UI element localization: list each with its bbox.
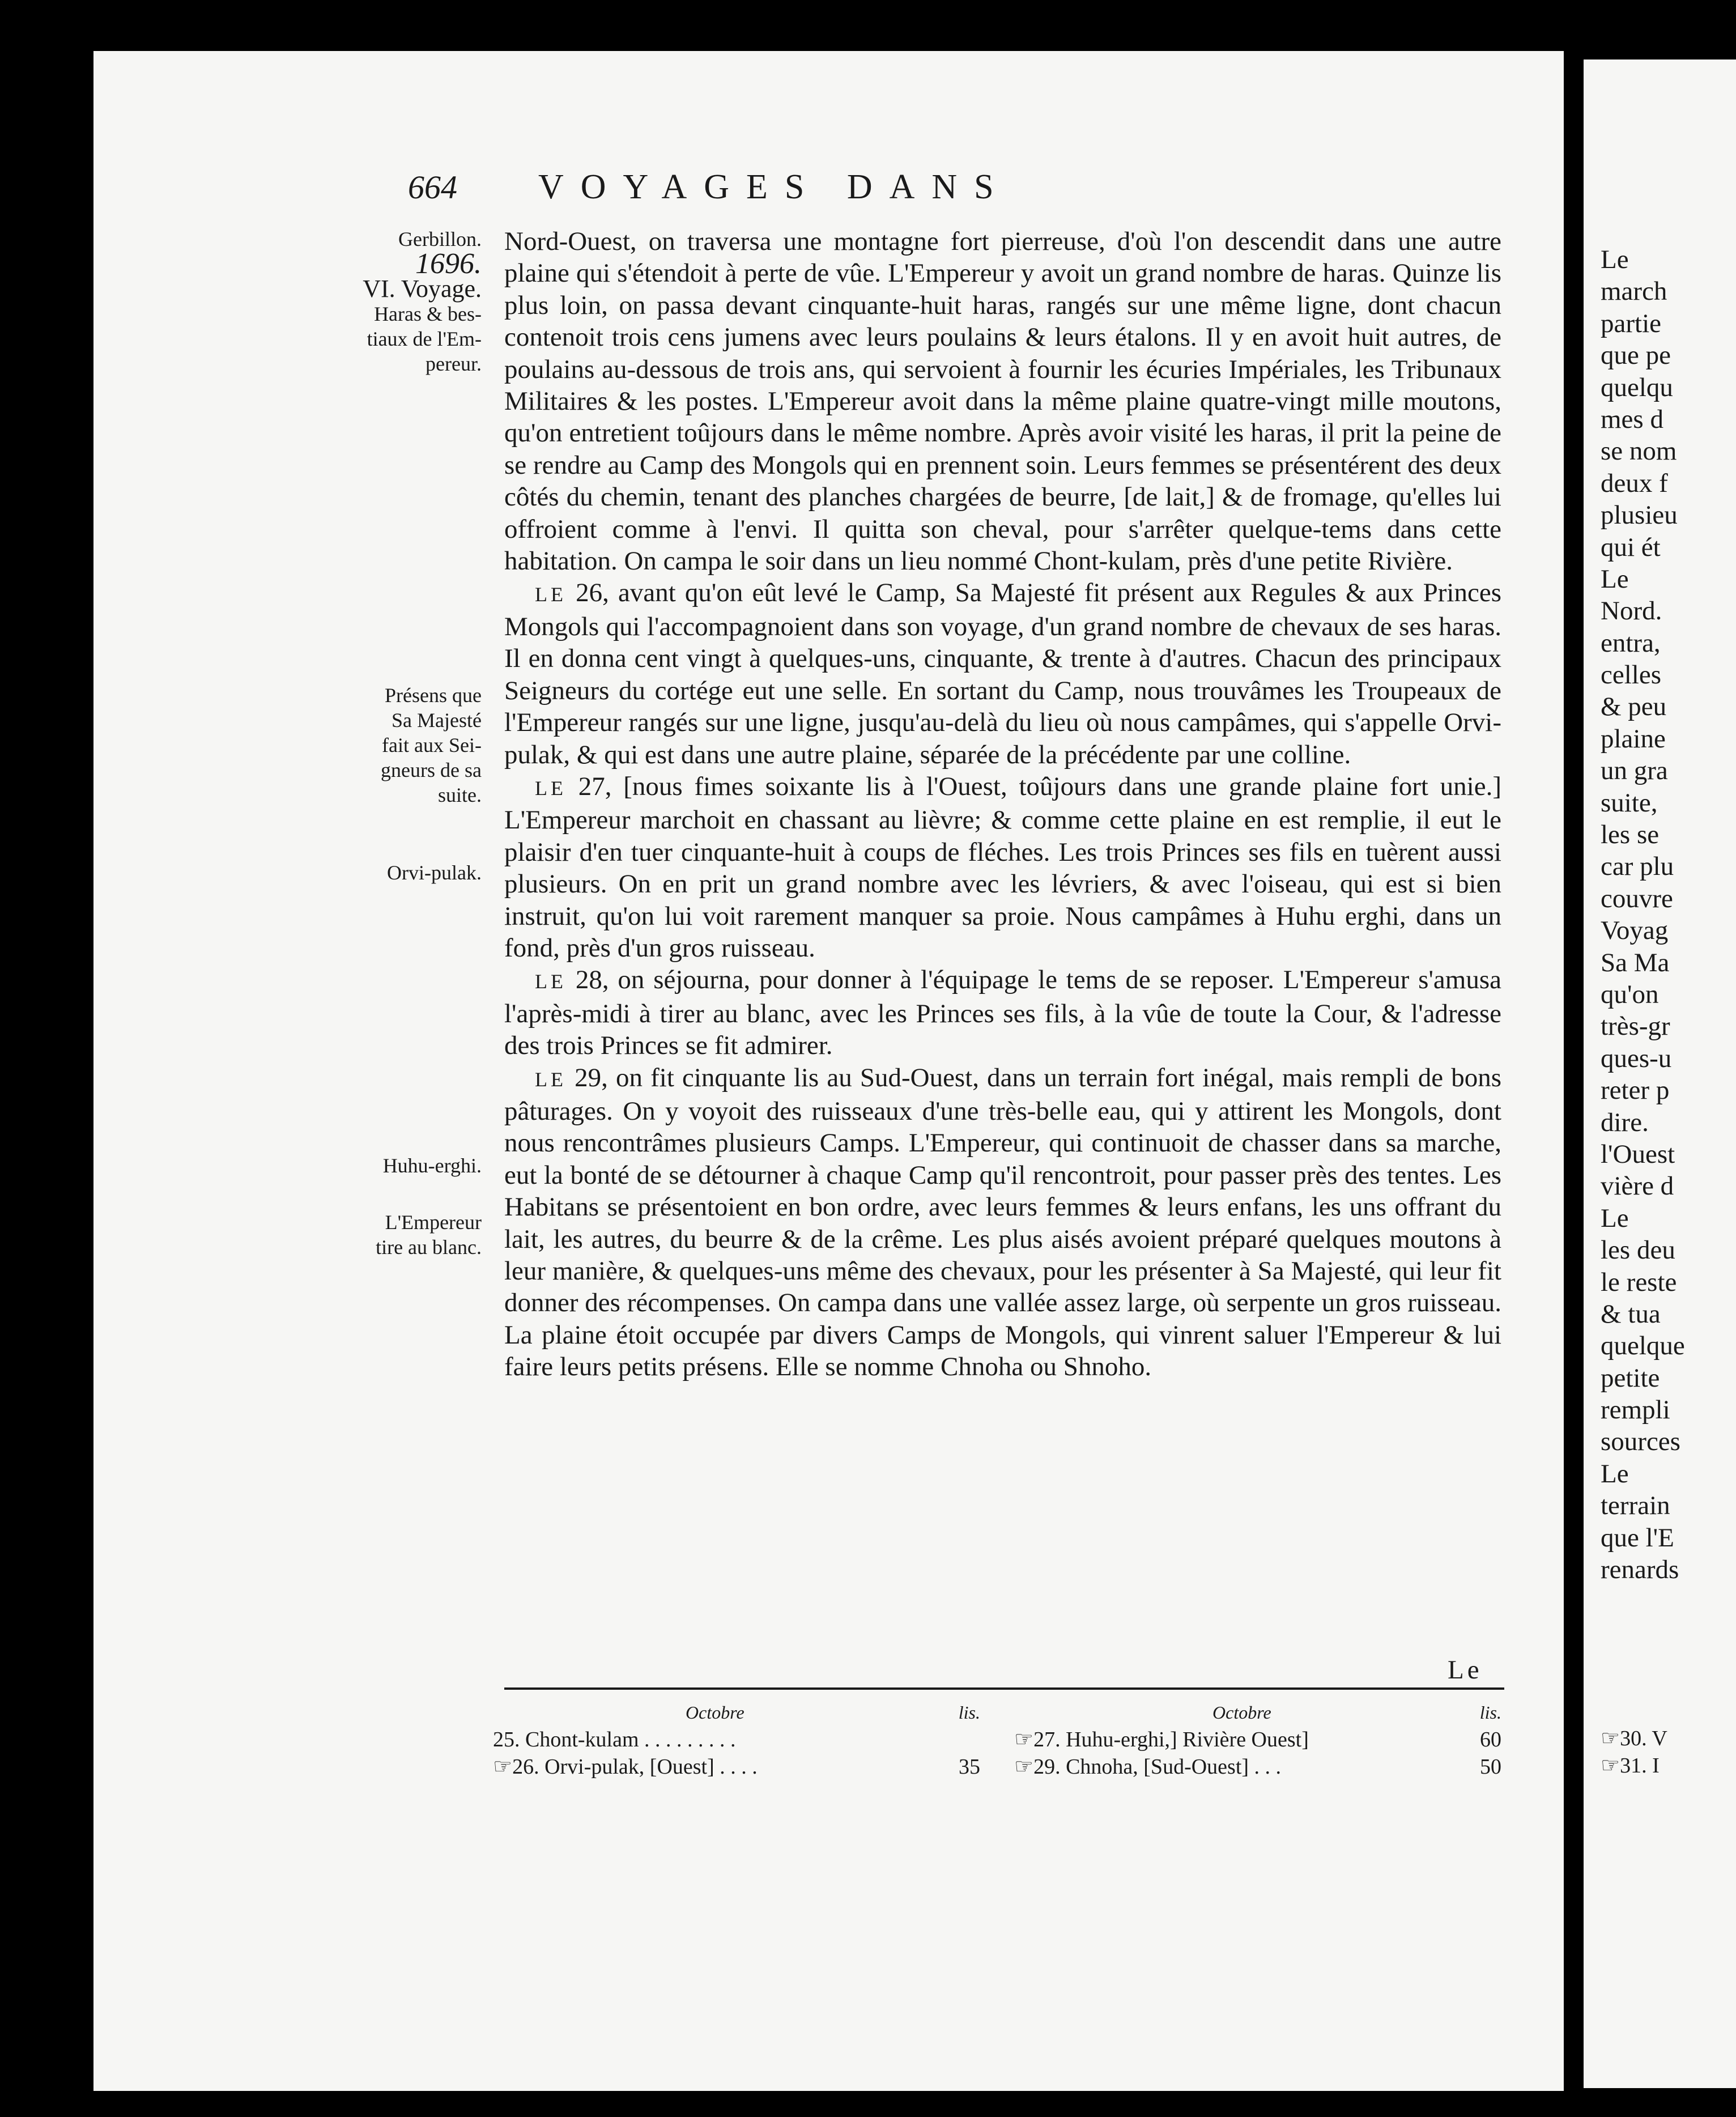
- catchword: Le: [1448, 1655, 1483, 1685]
- margin-note-line: 1696.: [415, 248, 482, 280]
- facing-page-line: dire.: [1601, 1107, 1649, 1137]
- itinerary-left: [493, 1699, 980, 1780]
- facing-page-line: un gra: [1601, 756, 1668, 786]
- itinerary-distance: [935, 1726, 980, 1753]
- facing-page-line: deux f: [1601, 468, 1668, 498]
- facing-page-line: entra,: [1601, 628, 1661, 658]
- facing-page-line: plusieu: [1601, 500, 1678, 530]
- itinerary-unit: lis.: [1479, 1702, 1501, 1723]
- facing-page-line: march: [1601, 277, 1667, 307]
- page-number: 664: [408, 168, 457, 206]
- facing-page-line: celles: [1601, 660, 1661, 690]
- facing-page-text: [1601, 244, 1736, 1585]
- paragraph-lead: LE: [535, 776, 567, 800]
- facing-page-line: & tua: [1601, 1299, 1661, 1329]
- facing-page-line: petite: [1601, 1363, 1660, 1393]
- margin-note-line: L'Empereur: [385, 1211, 482, 1234]
- facing-page-line: suite,: [1601, 788, 1658, 818]
- facing-page-line: rempli: [1601, 1395, 1670, 1425]
- margin-note-line: VI. Voyage.: [363, 275, 482, 303]
- margin-note-line: Haras & bes-: [374, 303, 482, 325]
- itinerary-place: ☞27. Huhu-erghi,] Rivière Ouest]: [1014, 1728, 1309, 1752]
- itinerary-distance: 50: [1480, 1755, 1501, 1779]
- facing-page-line: que pe: [1601, 341, 1671, 371]
- facing-page-line: ques-u: [1601, 1043, 1672, 1073]
- paragraph-lead: LE: [535, 583, 567, 606]
- margin-note: [340, 860, 482, 885]
- margin-note-line: pereur.: [426, 352, 482, 375]
- paragraph-lead: LE: [535, 1068, 567, 1091]
- itinerary-right: [1014, 1699, 1501, 1780]
- paragraph-text: 26, avant qu'on eût levé le Camp, Sa Majesté fit présent aux Regules & aux Princes Mongols qui l'accompagnoient dans son voyage, d'un grand nombre de chevaux de ses haras. Il en donna cent vingt à quelques-uns, cinquante, & trente à d'autres. Chacun des principaux Seigneurs du cortége eut une selle. En sortant du Camp, nous trouvâmes les Troupeaux de l'Empereur rangés sur une ligne, jusqu'au-delà du lieu où nous campâmes, qui s'appelle Orvi-pulak, & qui est dans une autre plaine, séparée de la précédente par une colline.: [504, 578, 1501, 770]
- paragraph-text: 29, on fit cinquante lis au Sud-Ouest, dans un terrain fort inégal, mais rempli de bons pâturages. On y voyoit des ruisseaux d'une très-belle eau, qui y attirent les Mongols, dont nous rencontrâmes plusieurs Camps. L'Empereur, qui continuoit de chasser dans sa marche, eut la bonté de se détourner à chaque Camp qu'il rencontroit, pour passer près des tentes. Les Habitans se présentoient en bon ordre, avec leurs femmes & leurs enfans, les uns offrant du lait, les autres, du beurre & de la crême. Les plus aisés avoient préparé quelques moutons à leur manière, & quelques-uns même des chevaux, pour les présenter à Sa Majesté, qui leur fit donner des récompenses. On campa dans une vallée assez large, où serpente un gros ruisseau. La plaine étoit occupée par divers Camps de Mongols, qui vinrent saluer l'Empereur & lui faire leurs petits présens. Elle se nomme Chnoha ou Shnoho.: [504, 1062, 1501, 1382]
- itinerary-place: ☞26. Orvi-pulak, [Ouest] . . . .: [493, 1755, 758, 1779]
- facing-page-line: qu'on: [1601, 979, 1659, 1009]
- facing-page-line: car plu: [1601, 852, 1674, 882]
- margin-note-line: Présens que: [385, 684, 482, 707]
- facing-page-line: Le: [1601, 1203, 1629, 1233]
- paragraph-lead: LE: [535, 970, 567, 993]
- margin-note-line: tire au blanc.: [376, 1236, 482, 1259]
- itinerary-row: [493, 1753, 980, 1780]
- itinerary-place: ☞29. Chnoha, [Sud-Ouest] . . .: [1014, 1755, 1282, 1779]
- facing-page-line: terrain: [1601, 1491, 1670, 1521]
- margin-note: [340, 1153, 482, 1178]
- facing-page-line: couvre: [1601, 883, 1673, 913]
- running-head: [408, 161, 1428, 212]
- paragraph-text: 27, [nous fimes soixante lis à l'Ouest, toûjours dans une grande plaine fort unie.] L'Empereur marchoit en chassant au lièvre; & comme cette plaine en est remplie, il eut le plaisir d'en tuer cinquante-huit à coups de fléches. Les trois Princes ses fils en tuèrent aussi plusieurs. On en prit un grand nombre avec les lévriers, & avec l'oiseau, qui est si bien instruit, qu'on lui voit rarement manquer sa proie. Nous campâmes à Huhu erghi, dans un fond, près d'un gros ruisseau.: [504, 771, 1501, 963]
- itinerary-unit: lis.: [958, 1702, 980, 1723]
- itinerary-row: [1014, 1753, 1501, 1780]
- facing-page-line: se nom: [1601, 436, 1677, 466]
- itinerary-row: [1014, 1726, 1501, 1753]
- itinerary-distance: 35: [959, 1755, 980, 1779]
- facing-page-line: Le: [1601, 1459, 1629, 1489]
- facing-page-line: quelque: [1601, 1331, 1685, 1361]
- paragraph-text: 28, on séjourna, pour donner à l'équipage le tems de se reposer. L'Empereur s'amusa l'après-midi à tirer au blanc, avec les Princes ses fils, à la vûe de toute la Cour, & l'adresse des trois Princes se fit admirer.: [504, 965, 1501, 1061]
- facing-page-footer-line: ☞31. I: [1601, 1754, 1660, 1778]
- paragraph: [504, 577, 1501, 770]
- itinerary-month: Octobre: [686, 1702, 744, 1723]
- facing-page-footer: [1601, 1723, 1736, 1777]
- margin-note-line: Orvi-pulak.: [387, 861, 482, 884]
- facing-page-line: que l'E: [1601, 1523, 1674, 1553]
- margin-note: [340, 227, 482, 376]
- margin-note-line: tiaux de l'Em-: [367, 328, 482, 350]
- itinerary-place: 25. Chont-kulam . . . . . . . . .: [493, 1728, 736, 1752]
- facing-page-line: Voyag: [1601, 916, 1669, 946]
- facing-page-line: Le: [1601, 245, 1629, 274]
- facing-page-line: les se: [1601, 820, 1660, 850]
- facing-page-line: Sa Ma: [1601, 947, 1670, 977]
- margin-note-line: Gerbillon.: [398, 228, 482, 250]
- itinerary-distance: 60: [1480, 1728, 1501, 1752]
- facing-page-footer-line: ☞30. V: [1601, 1727, 1667, 1750]
- footer-rule: [504, 1687, 1504, 1690]
- running-title: VOYAGES DANS: [538, 167, 1011, 206]
- paragraph: [504, 1062, 1501, 1383]
- facing-page: [1584, 59, 1736, 2088]
- facing-page-line: mes d: [1601, 404, 1663, 434]
- facing-page-line: Nord.: [1601, 596, 1662, 626]
- margin-note-line: suite.: [438, 784, 482, 806]
- facing-page-line: partie: [1601, 308, 1661, 338]
- itinerary-row: [493, 1726, 980, 1753]
- margin-note-line: Huhu-erghi.: [382, 1154, 482, 1177]
- facing-page-line: l'Ouest: [1601, 1139, 1675, 1169]
- facing-page-line: renards: [1601, 1555, 1679, 1585]
- paragraph: [504, 226, 1501, 577]
- facing-page-line: plaine: [1601, 724, 1666, 754]
- facing-page-line: Le: [1601, 564, 1629, 594]
- paragraph: [504, 964, 1501, 1061]
- margin-note-line: fait aux Sei-: [382, 734, 482, 756]
- facing-page-line: sources: [1601, 1427, 1680, 1457]
- facing-page-line: vière d: [1601, 1171, 1674, 1201]
- facing-page-line: le reste: [1601, 1267, 1677, 1297]
- margin-note-line: gneurs de sa: [381, 759, 482, 781]
- facing-page-line: qui ét: [1601, 532, 1661, 562]
- facing-page-line: les deu: [1601, 1235, 1675, 1265]
- main-text: [504, 226, 1501, 1383]
- facing-page-line: très-gr: [1601, 1011, 1670, 1042]
- margin-note: [340, 1210, 482, 1260]
- margin-note: [340, 683, 482, 807]
- paragraph: [504, 771, 1501, 964]
- facing-page-line: reter p: [1601, 1075, 1670, 1106]
- margin-note-line: Sa Majesté: [392, 709, 482, 732]
- itinerary-month: Octobre: [1212, 1702, 1271, 1723]
- paragraph-text: Nord-Ouest, on traversa une montagne fort pierreuse, d'où l'on descendit dans une autre plaine qui s'étendoit à perte de vûe. L'Empereur y avoit un grand nombre de haras. Quinze lis plus loin, on passa devant cinquante-huit haras, rangés sur une même ligne, dont chacun contenoit trois cens jumens avec leurs poulains & leurs étalons. Il y en avoit huit autres, de poulains au-dessous de trois ans, qui servoient à fournir les écuries Impériales, les Tribunaux Militaires & les postes. L'Empereur avoit dans la même plaine quatre-vingt mille moutons, qu'on entretient toûjours dans le même nombre. Après avoir visité les haras, il prit la peine de se rendre au Camp des Mongols qui en prennent soin. Leurs femmes se présentérent des deux côtés du chemin, tenant des planches chargées de beurre, [de lait,] & de fromage, qu'elles lui offroient comme à l'envi. Il quitta son cheval, pour s'arrêter quelque-tems dans cette habitation. On campa le soir dans un lieu nommé Chont-kulam, près d'une petite Rivière.: [504, 227, 1501, 576]
- page-gutter: [1564, 0, 1584, 2117]
- facing-page-line: & peu: [1601, 692, 1667, 722]
- facing-page-line: quelqu: [1601, 372, 1673, 402]
